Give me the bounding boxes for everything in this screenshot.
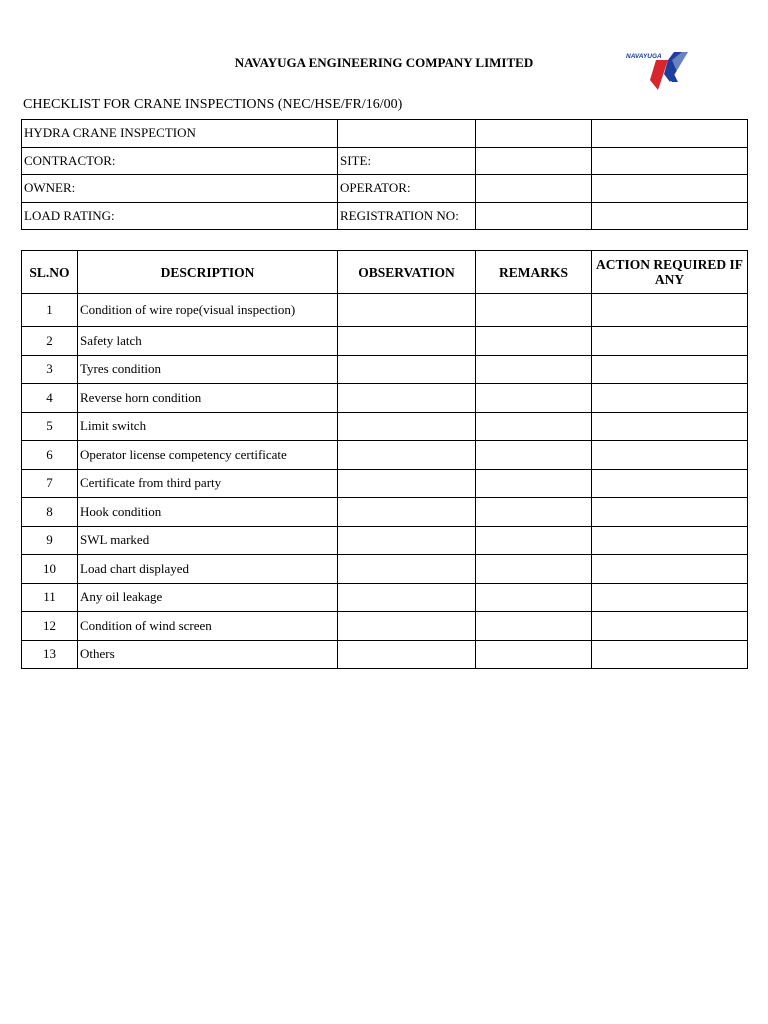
row-description: SWL marked <box>78 526 338 555</box>
row-remarks-cell <box>476 327 592 356</box>
row-number: 2 <box>22 327 78 356</box>
row-action-cell <box>592 441 748 470</box>
row-description: Load chart displayed <box>78 555 338 584</box>
info-blank-cell <box>338 120 476 148</box>
info-row-title <box>22 120 748 148</box>
owner-label: OWNER: <box>22 175 78 203</box>
site-label: SITE: <box>338 147 476 175</box>
row-remarks-cell <box>476 526 592 555</box>
row-description: Reverse horn condition <box>78 384 338 413</box>
row-action-cell <box>592 612 748 641</box>
row-number: 13 <box>22 640 78 669</box>
row-observation-cell <box>338 469 476 498</box>
row-action-cell <box>592 583 748 612</box>
checklist-body <box>22 294 748 669</box>
row-observation-cell <box>338 555 476 584</box>
row-remarks-cell <box>476 469 592 498</box>
info-blank-cell <box>592 120 748 148</box>
row-action-cell <box>592 384 748 413</box>
table-row <box>22 355 748 384</box>
row-observation-cell <box>338 327 476 356</box>
row-number: 11 <box>22 583 78 612</box>
row-action-cell <box>592 355 748 384</box>
row-observation-cell <box>338 294 476 327</box>
row-number: 5 <box>22 412 78 441</box>
info-blank-cell <box>592 175 748 203</box>
operator-value <box>476 175 592 203</box>
col-header-sl-no: SL.NO <box>22 251 78 294</box>
row-action-cell <box>592 555 748 584</box>
row-observation-cell <box>338 583 476 612</box>
info-blank-cell <box>592 147 748 175</box>
row-action-cell <box>592 327 748 356</box>
owner-value <box>78 175 338 203</box>
row-action-cell <box>592 469 748 498</box>
col-header-observation: OBSERVATION <box>338 251 476 294</box>
contractor-label: CONTRACTOR: <box>22 147 78 175</box>
row-description: Tyres condition <box>78 355 338 384</box>
table-row <box>22 526 748 555</box>
contractor-value <box>78 147 338 175</box>
row-number: 6 <box>22 441 78 470</box>
site-value <box>476 147 592 175</box>
table-row <box>22 294 748 327</box>
col-header-remarks: REMARKS <box>476 251 592 294</box>
table-row <box>22 612 748 641</box>
checklist-table <box>21 250 748 669</box>
row-observation-cell <box>338 384 476 413</box>
inspection-info-table <box>21 119 748 230</box>
col-header-action-required: ACTION REQUIRED IF ANY <box>592 251 748 294</box>
col-header-description: DESCRIPTION <box>78 251 338 294</box>
table-row <box>22 555 748 584</box>
row-description: Any oil leakage <box>78 583 338 612</box>
load-rating-value <box>78 202 338 230</box>
row-number: 8 <box>22 498 78 527</box>
row-observation-cell <box>338 526 476 555</box>
operator-label: OPERATOR: <box>338 175 476 203</box>
table-row <box>22 441 748 470</box>
row-action-cell <box>592 498 748 527</box>
table-row <box>22 412 748 441</box>
row-remarks-cell <box>476 612 592 641</box>
row-remarks-cell <box>476 583 592 612</box>
inspection-title: HYDRA CRANE INSPECTION <box>22 120 78 148</box>
navayuga-logo <box>622 48 692 92</box>
row-description: Condition of wire rope(visual inspection) <box>78 294 338 327</box>
row-remarks-cell <box>476 384 592 413</box>
row-description: Safety latch <box>78 327 338 356</box>
table-row <box>22 583 748 612</box>
row-description: Operator license competency certificate <box>78 441 338 470</box>
row-number: 9 <box>22 526 78 555</box>
row-action-cell <box>592 294 748 327</box>
row-remarks-cell <box>476 640 592 669</box>
row-action-cell <box>592 412 748 441</box>
table-row <box>22 469 748 498</box>
row-remarks-cell <box>476 555 592 584</box>
row-remarks-cell <box>476 498 592 527</box>
table-row <box>22 327 748 356</box>
info-row-owner <box>22 175 748 203</box>
row-number: 7 <box>22 469 78 498</box>
registration-label: REGISTRATION NO: <box>338 202 476 230</box>
checklist-subtitle: CHECKLIST FOR CRANE INSPECTIONS (NEC/HSE/FR/16/00) <box>23 97 403 112</box>
info-blank-cell <box>476 120 592 148</box>
company-name: NAVAYUGA ENGINEERING COMPANY LIMITED <box>234 55 534 70</box>
load-rating-label: LOAD RATING: <box>22 202 78 230</box>
row-observation-cell <box>338 498 476 527</box>
row-remarks-cell <box>476 412 592 441</box>
row-observation-cell <box>338 355 476 384</box>
row-action-cell <box>592 640 748 669</box>
info-blank-cell <box>592 202 748 230</box>
row-observation-cell <box>338 441 476 470</box>
row-number: 3 <box>22 355 78 384</box>
row-observation-cell <box>338 412 476 441</box>
table-row <box>22 498 748 527</box>
info-row-load-rating <box>22 202 748 230</box>
row-action-cell <box>592 526 748 555</box>
row-description: Condition of wind screen <box>78 612 338 641</box>
row-number: 1 <box>22 294 78 327</box>
info-row-contractor <box>22 147 748 175</box>
checklist-header-row <box>22 251 748 294</box>
row-number: 12 <box>22 612 78 641</box>
row-remarks-cell <box>476 441 592 470</box>
table-row <box>22 640 748 669</box>
row-number: 4 <box>22 384 78 413</box>
row-description: Certificate from third party <box>78 469 338 498</box>
row-description: Limit switch <box>78 412 338 441</box>
row-description: Others <box>78 640 338 669</box>
table-row <box>22 384 748 413</box>
row-remarks-cell <box>476 294 592 327</box>
row-number: 10 <box>22 555 78 584</box>
row-observation-cell <box>338 640 476 669</box>
row-remarks-cell <box>476 355 592 384</box>
svg-text:NAVAYUGA: NAVAYUGA <box>626 53 662 60</box>
row-observation-cell <box>338 612 476 641</box>
row-description: Hook condition <box>78 498 338 527</box>
registration-value <box>476 202 592 230</box>
